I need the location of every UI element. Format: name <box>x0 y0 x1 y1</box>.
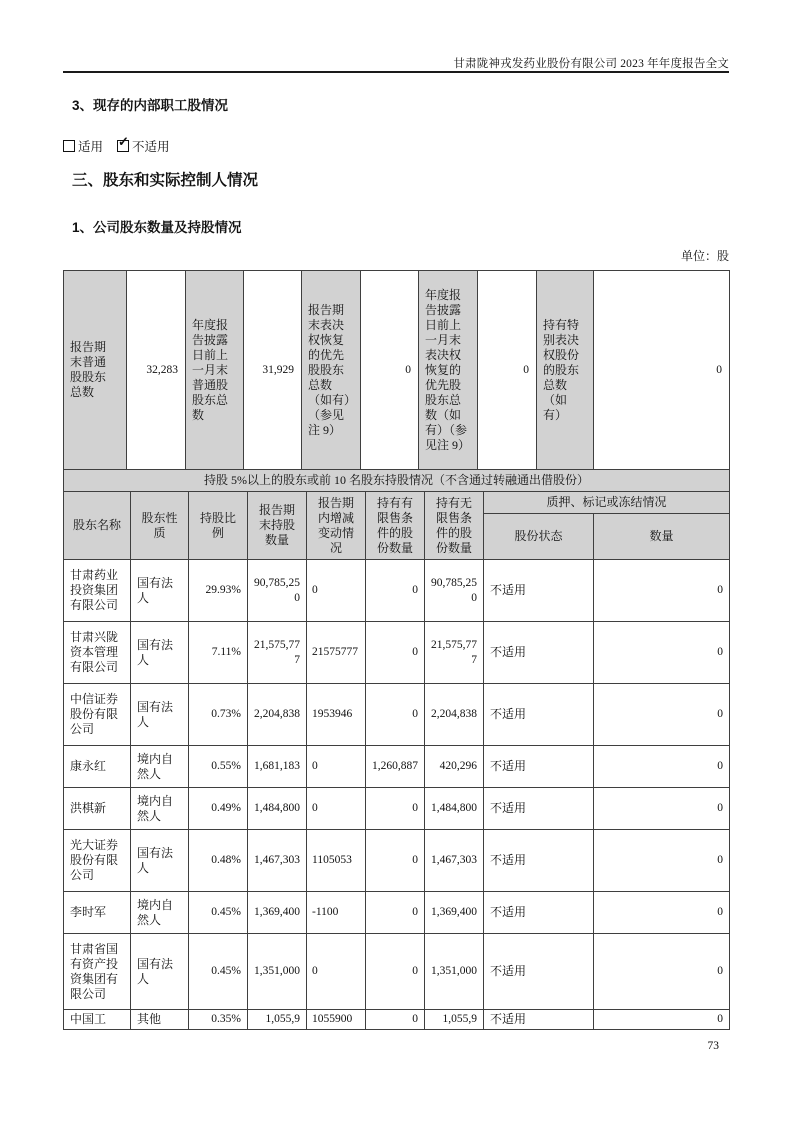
cell-text: 0 <box>412 906 418 918</box>
cell-text: 1055900 <box>312 1013 353 1025</box>
shareholder-cell-r9-c6 <box>366 1010 425 1030</box>
shareholder-cell-r4-c4 <box>248 746 307 788</box>
cell-text: 7.11% <box>211 646 241 658</box>
shareholder-cell-r1-c4 <box>248 560 307 622</box>
shareholder-cell-r8-c5 <box>307 934 366 1010</box>
shareholder-cell-r8-c3 <box>189 934 248 1010</box>
banner-row <box>64 470 730 492</box>
cell-text: 0 <box>717 906 723 918</box>
page-number: 73 <box>707 1040 719 1052</box>
shareholder-row-7 <box>64 892 730 934</box>
shareholder-cell-r2-c8 <box>484 622 594 684</box>
cell-text: 1,467,303 <box>254 854 300 866</box>
shareholder-cell-r2-c7 <box>425 622 484 684</box>
cell-text: 光大证券股份有限公司 <box>70 838 119 882</box>
shareholder-row-2 <box>64 622 730 684</box>
shareholder-cell-r1-c9 <box>594 560 730 622</box>
summary-value-special-voting-holders: 0 <box>594 271 730 470</box>
col-header-pledge-quantity: 数量 <box>594 514 730 560</box>
cell-text: 不适用 <box>490 583 527 597</box>
cell-text: 0 <box>412 1013 418 1025</box>
shareholder-cell-r5-c7 <box>425 788 484 830</box>
cell-text: 0 <box>717 708 723 720</box>
shareholder-cell-r8-c9 <box>594 934 730 1010</box>
shareholder-cell-r2-c1 <box>64 622 131 684</box>
summary-value-preferred-holders: 0 <box>361 271 419 470</box>
shareholder-row-5 <box>64 788 730 830</box>
shareholder-cell-r6-c1 <box>64 830 131 892</box>
header-rule <box>63 71 729 73</box>
shareholder-cell-r3-c6 <box>366 684 425 746</box>
shareholder-cell-r2-c3 <box>189 622 248 684</box>
cell-text: 29.93% <box>205 584 241 596</box>
shareholder-cell-r6-c6 <box>366 830 425 892</box>
cell-text: 洪棋新 <box>70 801 107 815</box>
summary-label-prior-month-holders: 年度报告披露日前上一月末普通股股东总数 <box>186 271 244 470</box>
cell-text: 1,055,9 <box>442 1013 477 1025</box>
shareholder-summary-table <box>63 270 730 470</box>
shareholder-cell-r1-c3 <box>189 560 248 622</box>
cell-text: 1,351,000 <box>431 965 477 977</box>
col-header-share-status: 股份状态 <box>484 514 594 560</box>
shareholder-row-8 <box>64 934 730 1010</box>
shareholder-cell-r1-c1 <box>64 560 131 622</box>
cell-text: 2,204,838 <box>254 708 300 720</box>
shareholder-cell-r4-c2 <box>131 746 189 788</box>
shareholder-cell-r7-c6 <box>366 892 425 934</box>
shareholder-cell-r3-c2 <box>131 684 189 746</box>
applicability-line <box>63 134 170 155</box>
shareholder-cell-r1-c7 <box>425 560 484 622</box>
shareholder-cell-r2-c5 <box>307 622 366 684</box>
shareholder-cell-r9-c8 <box>484 1010 594 1030</box>
shareholder-cell-r1-c8 <box>484 560 594 622</box>
applicable-label: 适用 <box>78 140 104 154</box>
cell-text: 国有法人 <box>137 956 174 986</box>
shareholder-row-3 <box>64 684 730 746</box>
cell-text: 国有法人 <box>137 699 174 729</box>
col-header-change-in-period: 报告期内增减变动情况 <box>307 492 366 560</box>
cell-text: 0.45% <box>211 906 241 918</box>
shareholder-cell-r5-c1 <box>64 788 131 830</box>
shareholder-cell-r8-c6 <box>366 934 425 1010</box>
shareholder-cell-r3-c3 <box>189 684 248 746</box>
shareholder-cell-r6-c7 <box>425 830 484 892</box>
check-icon: ✓ <box>118 134 129 149</box>
cell-text: 甘肃药业投资集团有限公司 <box>70 568 119 612</box>
shareholder-cell-r9-c9 <box>594 1010 730 1030</box>
shareholder-cell-r4-c6 <box>366 746 425 788</box>
col-header-shares-end-period: 报告期末持股数量 <box>248 492 307 560</box>
banner-cell: 持股 5%以上的股东或前 10 名股东持股情况（不含通过转融通出借股份） <box>64 470 730 492</box>
cell-text: 国有法人 <box>137 575 174 605</box>
shareholder-cell-r5-c8 <box>484 788 594 830</box>
col-header-shareholder-nature: 股东性质 <box>131 492 189 560</box>
cell-text: 中国工 <box>70 1012 107 1026</box>
header-row-top <box>64 492 730 514</box>
shareholder-cell-r7-c8 <box>484 892 594 934</box>
cell-text: 0 <box>412 854 418 866</box>
shareholder-cell-r1-c6 <box>366 560 425 622</box>
cell-text: 0 <box>717 965 723 977</box>
cell-text: 0.35% <box>211 1013 241 1025</box>
cell-text: 1,260,887 <box>372 760 418 772</box>
cell-text: 0 <box>312 760 318 772</box>
cell-text: 0 <box>312 802 318 814</box>
cell-text: 中信证券股份有限公司 <box>70 692 119 736</box>
shareholder-cell-r9-c3 <box>189 1010 248 1030</box>
shareholder-cell-r2-c9 <box>594 622 730 684</box>
cell-text: 21,575,777 <box>254 638 300 666</box>
cell-text: 不适用 <box>490 964 527 978</box>
shareholder-cell-r4-c3 <box>189 746 248 788</box>
cell-text: 不适用 <box>490 707 527 721</box>
cell-text: 康永红 <box>70 759 107 773</box>
cell-text: 0 <box>412 708 418 720</box>
cell-text: 0 <box>717 854 723 866</box>
heading-internal-employee-shares: 3、现存的内部职工股情况 <box>72 98 229 113</box>
shareholder-cell-r3-c5 <box>307 684 366 746</box>
cell-text: 0 <box>717 646 723 658</box>
shareholder-cell-r8-c1 <box>64 934 131 1010</box>
cell-text: 境内自然人 <box>137 751 174 781</box>
cell-text: 李时军 <box>70 905 107 919</box>
cell-text: 0 <box>717 584 723 596</box>
cell-text: 0.45% <box>211 965 241 977</box>
shareholder-cell-r7-c1 <box>64 892 131 934</box>
shareholder-cell-r7-c2 <box>131 892 189 934</box>
shareholder-cell-r2-c2 <box>131 622 189 684</box>
summary-row <box>64 271 730 470</box>
heading-shareholder-count: 1、公司股东数量及持股情况 <box>72 220 242 235</box>
cell-text: 1105053 <box>312 854 352 866</box>
tables-container <box>63 270 729 1030</box>
cell-text: 境内自然人 <box>137 793 174 823</box>
cell-text: 90,785,250 <box>431 576 477 604</box>
checkbox-applicable-unchecked <box>63 140 75 152</box>
shareholder-cell-r1-c5 <box>307 560 366 622</box>
cell-text: 0 <box>312 584 318 596</box>
cell-text: 1,484,800 <box>431 802 477 814</box>
shareholder-row-4 <box>64 746 730 788</box>
shareholder-cell-r5-c4 <box>248 788 307 830</box>
col-header-shareholding-ratio: 持股比例 <box>189 492 248 560</box>
shareholder-cell-r6-c2 <box>131 830 189 892</box>
cell-text: 0 <box>412 802 418 814</box>
cell-text: 0.55% <box>211 760 241 772</box>
cell-text: 不适用 <box>490 759 527 773</box>
shareholder-cell-r7-c5 <box>307 892 366 934</box>
shareholder-cell-r5-c2 <box>131 788 189 830</box>
shareholder-cell-r3-c9 <box>594 684 730 746</box>
cell-text: 不适用 <box>490 801 527 815</box>
cell-text: 不适用 <box>490 1012 527 1026</box>
shareholder-cell-r3-c8 <box>484 684 594 746</box>
shareholder-cell-r8-c8 <box>484 934 594 1010</box>
cell-text: 国有法人 <box>137 637 174 667</box>
col-header-restricted-shares: 持有有限售条件的股份数量 <box>366 492 425 560</box>
shareholder-cell-r5-c9 <box>594 788 730 830</box>
cell-text: 0.73% <box>211 708 241 720</box>
shareholder-cell-r8-c2 <box>131 934 189 1010</box>
shareholder-cell-r6-c4 <box>248 830 307 892</box>
cell-text: 0.49% <box>211 802 241 814</box>
cell-text: 1953946 <box>312 708 353 720</box>
summary-label-special-voting-holders: 持有特别表决权股份的股东总数（如有） <box>537 271 594 470</box>
checkbox-not-applicable-checked <box>117 134 129 152</box>
cell-text: 1,351,000 <box>254 965 300 977</box>
col-header-pledge-group: 质押、标记或冻结情况 <box>484 492 730 514</box>
shareholder-row-9 <box>64 1010 730 1030</box>
shareholder-cell-r7-c4 <box>248 892 307 934</box>
summary-value-prior-month-holders: 31,929 <box>244 271 302 470</box>
cell-text: 1,467,303 <box>431 854 477 866</box>
cell-text: 90,785,250 <box>254 576 300 604</box>
shareholder-cell-r9-c5 <box>307 1010 366 1030</box>
shareholder-cell-r4-c9 <box>594 746 730 788</box>
shareholder-cell-r3-c7 <box>425 684 484 746</box>
cell-text: 甘肃省国有资产投资集团有限公司 <box>70 941 119 1001</box>
cell-text: 1,055,9 <box>265 1013 300 1025</box>
shareholder-cell-r4-c7 <box>425 746 484 788</box>
cell-text: 420,296 <box>439 760 477 772</box>
cell-text: 0 <box>412 584 418 596</box>
shareholder-cell-r2-c4 <box>248 622 307 684</box>
shareholder-row-6 <box>64 830 730 892</box>
shareholder-cell-r8-c7 <box>425 934 484 1010</box>
cell-text: 1,681,183 <box>254 760 300 772</box>
unit-label: 单位：股 <box>680 249 729 263</box>
cell-text: 其他 <box>137 1012 162 1026</box>
col-header-shareholder-name: 股东名称 <box>64 492 131 560</box>
cell-text: -1100 <box>312 906 339 918</box>
shareholder-cell-r5-c5 <box>307 788 366 830</box>
cell-text: 21,575,777 <box>431 638 477 666</box>
cell-text: 不适用 <box>490 853 527 867</box>
summary-label-preferred-holders: 报告期末表决权恢复的优先股股东总数（如有）（参见注 9） <box>302 271 361 470</box>
cell-text: 1,369,400 <box>431 906 477 918</box>
cell-text: 0.48% <box>211 854 241 866</box>
cell-text: 0 <box>312 965 318 977</box>
not-applicable-label: 不适用 <box>132 140 170 154</box>
shareholder-cell-r2-c6 <box>366 622 425 684</box>
shareholder-cell-r6-c9 <box>594 830 730 892</box>
shareholder-row-1 <box>64 560 730 622</box>
document-header: 甘肃陇神戎发药业股份有限公司 2023 年年度报告全文 <box>453 58 729 70</box>
shareholder-cell-r5-c6 <box>366 788 425 830</box>
shareholder-cell-r9-c1 <box>64 1010 131 1030</box>
cell-text: 0 <box>412 646 418 658</box>
shareholder-cell-r4-c8 <box>484 746 594 788</box>
shareholder-cell-r4-c5 <box>307 746 366 788</box>
shareholder-cell-r7-c3 <box>189 892 248 934</box>
shareholder-cell-r7-c7 <box>425 892 484 934</box>
shareholder-cell-r6-c8 <box>484 830 594 892</box>
cell-text: 1,484,800 <box>254 802 300 814</box>
summary-value-prior-month-preferred-holders: 0 <box>478 271 537 470</box>
shareholder-cell-r5-c3 <box>189 788 248 830</box>
summary-label-prior-month-preferred-holders: 年度报告披露日前上一月末表决权恢复的优先股股东总数（如有）（参见注 9） <box>419 271 478 470</box>
shareholder-cell-r9-c7 <box>425 1010 484 1030</box>
cell-text: 0 <box>717 760 723 772</box>
cell-text: 不适用 <box>490 905 527 919</box>
shareholder-cell-r4-c1 <box>64 746 131 788</box>
shareholder-cell-r3-c1 <box>64 684 131 746</box>
cell-text: 甘肃兴陇资本管理有限公司 <box>70 630 119 674</box>
shareholder-rows <box>64 560 730 1030</box>
shareholder-cell-r6-c5 <box>307 830 366 892</box>
cell-text: 2,204,838 <box>431 708 477 720</box>
summary-value-ordinary-holders: 32,283 <box>127 271 186 470</box>
shareholder-cell-r7-c9 <box>594 892 730 934</box>
cell-text: 不适用 <box>490 645 527 659</box>
heading-shareholders-section: 三、股东和实际控制人情况 <box>72 172 259 189</box>
cell-text: 0 <box>717 1013 723 1025</box>
cell-text: 21575777 <box>312 646 358 658</box>
shareholder-cell-r8-c4 <box>248 934 307 1010</box>
cell-text: 境内自然人 <box>137 897 174 927</box>
cell-text: 0 <box>412 965 418 977</box>
cell-text: 国有法人 <box>137 845 174 875</box>
cell-text: 0 <box>717 802 723 814</box>
summary-label-ordinary-holders: 报告期末普通股股东总数 <box>64 271 127 470</box>
cell-text: 1,369,400 <box>254 906 300 918</box>
top-shareholders-table <box>63 469 730 1030</box>
shareholder-cell-r1-c2 <box>131 560 189 622</box>
shareholder-cell-r6-c3 <box>189 830 248 892</box>
shareholder-cell-r3-c4 <box>248 684 307 746</box>
col-header-unrestricted-shares: 持有无限售条件的股份数量 <box>425 492 484 560</box>
shareholder-cell-r9-c2 <box>131 1010 189 1030</box>
shareholder-cell-r9-c4 <box>248 1010 307 1030</box>
